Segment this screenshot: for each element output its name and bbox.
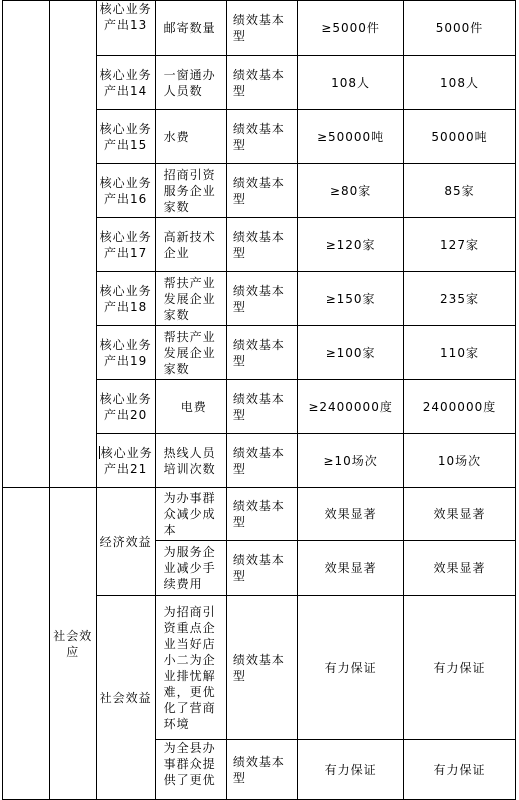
target-cell: ≥5000件	[298, 1, 404, 56]
target-cell: ≥150家	[298, 272, 404, 326]
metric-cell: 高新技术企业	[155, 218, 226, 272]
target-cell: 有力保证	[298, 740, 404, 800]
table-row	[3, 488, 516, 541]
category-cell: 核心业务产出15	[96, 110, 155, 164]
actual-cell: 110家	[404, 326, 516, 380]
type-cell: 绩效基本型	[226, 164, 297, 218]
category-cell: 核心业务产出18	[96, 272, 155, 326]
category-cell: 核心业务产出19	[96, 326, 155, 380]
metric-cell: 水费	[155, 110, 226, 164]
effect-group-label: 社会效应	[49, 488, 96, 800]
target-cell: ≥80家	[298, 164, 404, 218]
target-cell: ≥100家	[298, 326, 404, 380]
metric-cell: 邮寄数量	[155, 1, 226, 56]
category-cell	[96, 434, 155, 488]
metric-cell: 为办事群众减少成本	[155, 488, 226, 541]
actual-cell: 127家	[404, 218, 516, 272]
target-cell: 108人	[298, 56, 404, 110]
metric-cell: 一窗通办人员数	[155, 56, 226, 110]
category-cell: 核心业务产出14	[96, 56, 155, 110]
type-cell: 绩效基本型	[226, 218, 297, 272]
type-cell: 绩效基本型	[226, 110, 297, 164]
type-cell: 绩效基本型	[226, 740, 297, 800]
metric-cell: 帮扶产业发展企业家数	[155, 326, 226, 380]
actual-cell: 2400000度	[404, 380, 516, 434]
type-cell: 绩效基本型	[226, 596, 297, 740]
table-row	[3, 1, 516, 56]
left-margin-cell	[3, 1, 50, 488]
actual-cell: 108人	[404, 56, 516, 110]
metric-cell: 热线人员培训次数	[155, 434, 226, 488]
target-cell: 效果显著	[298, 541, 404, 596]
actual-cell: 有力保证	[404, 596, 516, 740]
metric-cell: 为全县办事群众提供了更优	[155, 740, 226, 800]
target-cell: ≥120家	[298, 218, 404, 272]
type-cell: 绩效基本型	[226, 380, 297, 434]
metric-cell: 为招商引资重点企业当好店小二为企业排忧解难，更优化了营商环境	[155, 596, 226, 740]
category-text: 核心业务产出21	[100, 445, 153, 476]
type-cell: 绩效基本型	[226, 488, 297, 541]
category-cell: 核心业务产出17	[96, 218, 155, 272]
metric-cell: 电费	[155, 380, 226, 434]
metric-cell: 帮扶产业发展企业家数	[155, 272, 226, 326]
left-margin-cell	[3, 488, 50, 800]
category-cell: 核心业务产出16	[96, 164, 155, 218]
category-cell: 核心业务产出13	[96, 1, 155, 56]
text-cursor	[99, 446, 100, 459]
actual-cell: 效果显著	[404, 541, 516, 596]
target-cell: ≥10场次	[298, 434, 404, 488]
type-cell: 绩效基本型	[226, 56, 297, 110]
economic-benefit-label: 经济效益	[96, 488, 155, 596]
category-cell: 核心业务产出20	[96, 380, 155, 434]
actual-cell: 235家	[404, 272, 516, 326]
actual-cell: 10场次	[404, 434, 516, 488]
group-cell-blank	[49, 1, 96, 488]
target-cell: ≥2400000度	[298, 380, 404, 434]
type-cell: 绩效基本型	[226, 541, 297, 596]
target-cell: 有力保证	[298, 596, 404, 740]
type-cell: 绩效基本型	[226, 272, 297, 326]
target-cell: 效果显著	[298, 488, 404, 541]
type-cell: 绩效基本型	[226, 434, 297, 488]
actual-cell: 50000吨	[404, 110, 516, 164]
metric-cell: 招商引资服务企业家数	[155, 164, 226, 218]
actual-cell: 有力保证	[404, 740, 516, 800]
performance-table	[2, 0, 516, 800]
actual-cell: 5000件	[404, 1, 516, 56]
metric-cell: 为服务企业减少手续费用	[155, 541, 226, 596]
type-cell: 绩效基本型	[226, 1, 297, 56]
social-benefit-label: 社会效益	[96, 596, 155, 800]
target-cell: ≥50000吨	[298, 110, 404, 164]
actual-cell: 效果显著	[404, 488, 516, 541]
actual-cell: 85家	[404, 164, 516, 218]
type-cell: 绩效基本型	[226, 326, 297, 380]
